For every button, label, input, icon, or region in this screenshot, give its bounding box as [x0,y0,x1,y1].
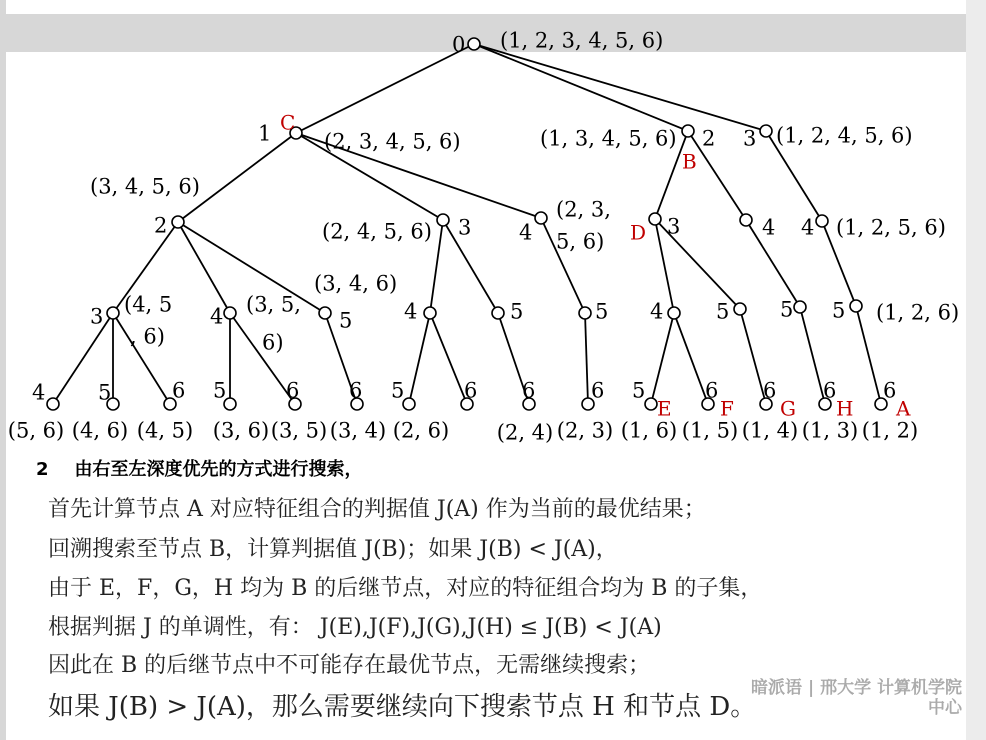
tree-edge [178,222,230,313]
tree-edge [474,44,766,131]
node-number-label: 5 [832,298,846,323]
node-number-label: 6 [349,378,363,403]
tree-edge [800,307,825,404]
feature-set-label: (1, 5) [681,418,739,443]
step-title: 由右至左深度优先的方式进行搜索， [74,459,363,480]
text-line-5: 因此在 B 的后继节点中不可能存在最优节点，无需继续搜索； [48,653,651,678]
tree-node [535,212,547,224]
feature-set-label: (3, 4, 5, 6) [90,174,200,199]
tree-node [424,307,436,319]
feature-set-label: (2, 3) [556,418,614,443]
node-number-label: 5 [391,378,405,403]
feature-set-label: (3, 5, [246,292,301,317]
step-number: 2 [36,459,49,480]
node-number-label: 4 [210,304,224,329]
feature-set-label: (2, 3, 4, 5, 6) [324,129,461,154]
node-letter-label: F [720,396,734,421]
node-letter-label: D [630,220,647,245]
node-number-label: 4 [650,299,664,324]
text-line-1: 首先计算节点 A 对应特征组合的判据值 J(A) 作为当前的最优结果； [48,497,706,522]
watermark-line-2: 中心 [928,698,962,718]
tree-node [645,398,657,410]
node-number-label: 5 [632,378,646,403]
tree-node [492,307,504,319]
node-number-label: 1 [258,121,272,146]
node-number-label: 3 [458,215,472,240]
node-number-label: 5 [98,380,112,405]
feature-set-label: (1, 3, 4, 5, 6) [540,126,677,151]
node-number-label: 3 [90,304,104,329]
feature-set-label: (4, 5) [136,418,194,443]
node-letter-label: G [780,396,796,421]
node-number-label: 0 [452,32,466,57]
tree-node [579,307,591,319]
tree-node [47,398,59,410]
node-number-label: 5 [213,378,227,403]
feature-set-label: 5, 6) [556,229,605,254]
tree-node [760,125,772,137]
feature-set-label: (3, 6) [212,418,270,443]
node-number-label: 6 [286,378,300,403]
tree-node [734,303,746,315]
node-number-label: 2 [702,126,716,151]
tree-edge [688,131,746,220]
feature-set-label: (2, 4, 5, 6) [322,219,432,244]
feature-set-label: (1, 2, 4, 5, 6) [776,123,913,148]
node-number-label: 6 [883,378,897,403]
feature-set-label: (3, 4, 6) [314,271,398,296]
text-line-2: 回溯搜索至节点 B，计算判据值 J(B)；如果 J(B) < J(A)， [48,537,618,562]
tree-labels [8,29,959,445]
tree-edge [430,313,467,404]
feature-set-label: (2, 6) [392,418,450,443]
node-number-label: 5 [780,297,794,322]
tree-node [816,215,828,227]
feature-set-label: (1, 2, 3, 4, 5, 6) [500,28,664,53]
feature-set-label: (5, 6) [7,418,65,443]
tree-node [468,38,480,50]
tree-node [403,398,415,410]
tree-edge [585,313,588,404]
feature-set-label: (4, 5 [124,292,173,317]
node-number-label: 6 [591,378,605,403]
feature-set-label: (3, 5) [270,418,328,443]
tree-edge [430,220,443,313]
node-letter-label: C [280,110,296,135]
node-number-label: 4 [404,299,418,324]
node-letter-label: A [896,396,911,421]
feature-set-label: (1, 2, 5, 6) [836,215,946,240]
node-letter-label: B [682,149,697,174]
tree-node [319,307,331,319]
node-number-label: 4 [801,215,815,240]
node-number-label: 3 [667,214,681,239]
feature-set-label: (1, 6) [620,418,678,443]
node-number-label: 5 [339,308,353,333]
node-number-label: 5 [510,299,524,324]
node-number-label: 6 [522,378,536,403]
text-line-3: 由于 E，F，G，H 均为 B 的后继节点，对应的特征组合均为 B 的子集， [48,576,763,601]
tree-node [682,125,694,137]
tree-node [850,300,862,312]
feature-set-label: (4, 6) [71,418,129,443]
feature-set-label: (1, 4) [741,418,799,443]
node-number-label: 2 [154,213,168,238]
feature-set-label: , 6) [130,324,165,349]
node-number-label: 6 [823,378,837,403]
tree-edge [296,44,474,133]
tree-node [668,307,680,319]
node-number-label: 6 [763,378,777,403]
node-number-label: 6 [464,378,478,403]
tree-node [649,213,661,225]
tree-edge [651,313,674,404]
feature-set-label: (1, 2) [861,418,919,443]
node-number-label: 5 [716,299,730,324]
node-number-label: 3 [743,126,757,151]
feature-set-label: (2, 3, [556,197,611,222]
tree-node [740,214,752,226]
node-letter-label: E [657,396,672,421]
tree-node [224,307,236,319]
tree-node [437,214,449,226]
feature-set-label: (2, 4) [496,420,554,445]
feature-set-label: (1, 3) [801,418,859,443]
feature-set-label: 6) [262,330,284,355]
tree-node [107,307,119,319]
tree-edge [674,313,708,404]
node-number-label: 4 [762,215,776,240]
node-number-label: 5 [595,299,609,324]
feature-set-label: (1, 2, 6) [876,300,960,325]
watermark-line-1: 暗派语 | 邢大学 计算机学院 [751,678,962,698]
tree-edge [409,313,430,404]
node-number-label: 6 [705,378,719,403]
node-number-label: 6 [172,378,186,403]
text-line-6: 如果 J(B) > J(A)，那么需要继续向下搜索节点 H 和节点 D。 [48,692,757,722]
node-number-label: 4 [519,220,533,245]
tree-edge [474,44,688,131]
text-line-4: 根据判据 J 的单调性，有： J(E),J(F),J(G),J(H) ≤ J(B) < J(A) [48,615,662,640]
feature-set-label: (3, 4) [329,418,387,443]
step-heading [36,455,363,481]
node-letter-label: H [836,396,854,421]
tree-node [172,216,184,228]
watermark [672,678,962,718]
node-number-label: 4 [32,380,46,405]
tree-node [794,301,806,313]
